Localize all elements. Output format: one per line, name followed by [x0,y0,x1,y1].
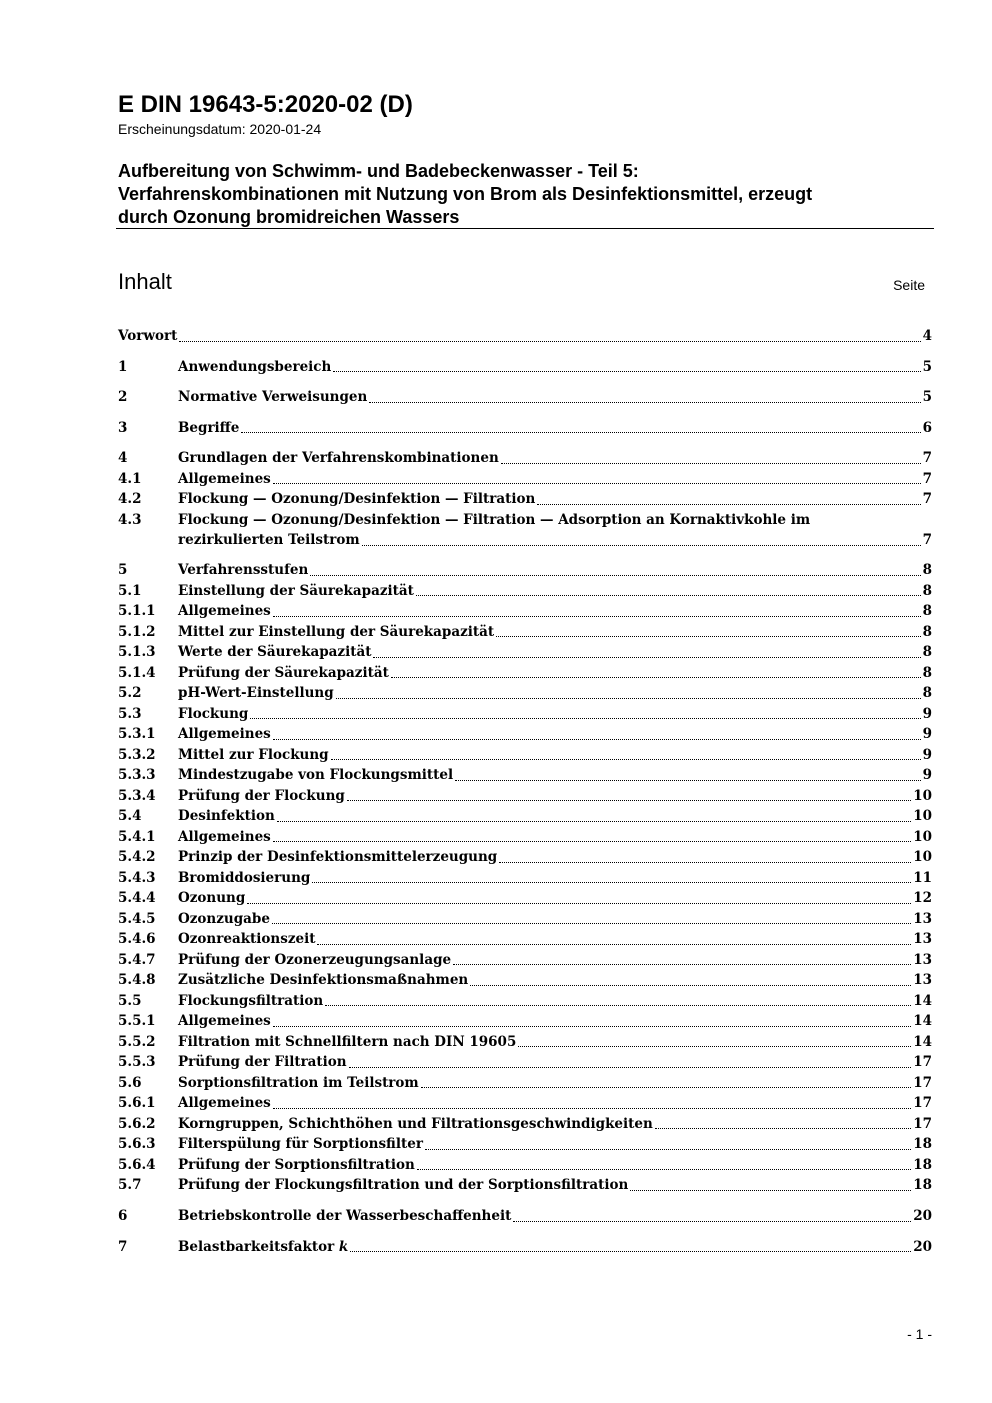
toc-entry-label [178,909,270,930]
toc-entry-page: 6 [922,419,932,436]
dot-leader [421,1086,911,1088]
toc-heading: Inhalt [118,269,172,294]
toc-entry[interactable] [118,970,932,991]
toc-entry-label-text: Prüfung der Ozonerzeugungsanlage [178,951,452,968]
toc-entry-page: 7 [922,532,932,548]
toc-entry-label [178,970,468,991]
toc-entry-page: 14 [913,1013,932,1029]
toc-entry-page: 12 [913,890,932,906]
toc-entry-number: 5.3.2 [118,746,156,763]
toc-entry[interactable] [118,683,932,704]
toc-entry-page: 8 [922,582,932,599]
toc-page-column-label: Seite [893,277,925,293]
toc-entry-number: 5.1 [118,582,142,599]
toc-entry[interactable] [118,991,932,1012]
toc-entry-label [178,357,331,378]
toc-entry-page: 9 [922,746,932,763]
toc-entry-number: 5.6.4 [118,1156,156,1173]
toc-entry-page: 8 [922,562,932,578]
toc-entry-label [178,1093,271,1114]
toc-entry-page: 10 [913,808,932,824]
dot-leader [362,544,921,546]
toc-entry-label [178,806,275,827]
dot-leader [369,401,920,403]
toc-entry-number: 5.5 [118,992,142,1009]
toc-entry-page: 13 [913,931,932,947]
toc-entry-page: 20 [913,1238,932,1255]
toc-entry[interactable] [118,868,932,889]
toc-entry-label-text: Ozonung [178,890,246,906]
toc-entry[interactable] [118,489,932,510]
dot-leader [272,922,911,924]
toc-entry-label [178,489,535,510]
toc-entry[interactable] [118,418,932,439]
toc-entry-label-text: Mindestzugabe von Flockungsmittel [178,767,454,783]
toc-entry[interactable] [118,581,932,602]
toc-entry-number: 5.4.1 [118,828,156,845]
toc-entry-number: 5.4.8 [118,972,156,988]
toc-entry[interactable] [118,950,932,971]
toc-entry-label [178,387,367,408]
toc-entry-number: 5.6.3 [118,1136,156,1152]
toc-entry-label-text: Korngruppen, Schichthöhen und Filtrationsgeschwindigkeiten [178,1115,653,1132]
dot-leader [273,1107,911,1109]
toc-entry-page: 8 [922,685,932,701]
toc-entry-number: 3 [118,419,128,436]
toc-entry-page: 8 [922,623,932,640]
title-divider [116,228,934,229]
toc-entry-label [118,326,177,347]
toc-entry-label [178,1155,415,1176]
toc-entry-number: 5.4.2 [118,849,156,865]
toc-entry[interactable] [118,357,932,378]
toc-entry-label-text: Anwendungsbereich [178,358,332,375]
toc-entry-label-text: Einstellung der Säurekapazität [178,582,414,599]
toc-entry-number: 5.4.4 [118,890,156,906]
toc-entry-label [178,1011,271,1032]
toc-entry-label-text: Prüfung der Filtration [178,1054,347,1070]
dot-leader [350,1250,911,1252]
toc-entry-label-text: Allgemeines [178,1095,271,1111]
toc-entry[interactable] [118,560,932,581]
toc-entry[interactable] [118,1114,932,1135]
toc-entry-page: 4 [922,328,932,344]
toc-entry-label [178,642,371,663]
toc-entry-label-continued: rezirkulierten Teilstrom [178,532,360,548]
toc-entry-number: 2 [118,389,128,405]
toc-entry-number: 5.4.3 [118,869,156,886]
dot-leader [331,758,921,760]
toc-entry-page: 18 [913,1136,932,1152]
dot-leader [325,1004,911,1006]
toc-entry[interactable] [118,326,932,347]
toc-entry-label-text: Werte der Säurekapazität [178,644,372,660]
toc-entry-label-text: Desinfektion [178,808,275,824]
toc-entry-label-text: Mittel zur Flockung [178,746,329,763]
toc-entry-label-text: Sorptionsfiltration im Teilstrom [178,1074,419,1091]
dot-leader [273,615,921,617]
toc-entry[interactable] [118,601,932,622]
toc-entry-label [178,1052,347,1073]
toc-entry-label-text: pH-Wert-Einstellung [178,685,334,701]
toc-entry[interactable] [118,786,932,807]
dot-leader [250,717,920,719]
dot-leader [273,738,921,740]
toc-entry-label-text: Filterspülung für Sorptionsfilter [178,1136,423,1152]
toc-entry-label [178,601,271,622]
dot-leader [273,840,911,842]
toc-entry-page: 10 [913,828,932,845]
publication-date: Erscheinungsdatum: 2020-01-24 [118,121,322,137]
toc-entry[interactable] [118,704,932,725]
toc-entry-number: 5.5.1 [118,1013,156,1029]
toc-entry[interactable] [118,1206,932,1227]
toc-entry-label [178,745,329,766]
dot-leader [277,820,911,822]
toc-entry-label [178,1134,423,1155]
toc-entry[interactable] [118,510,932,531]
toc-entry-label [178,1114,653,1135]
toc-entry[interactable] [118,1011,932,1032]
dot-leader [630,1189,911,1191]
toc-entry[interactable] [118,448,932,469]
toc-entry-page: 13 [913,951,932,968]
toc-entry-label-text: Prüfung der Säurekapazität [178,664,389,681]
toc-entry[interactable] [118,622,932,643]
toc-entry-label [178,847,497,868]
dot-leader [453,963,911,965]
toc-entry[interactable] [118,1052,932,1073]
toc-entry-label-text: Bromiddosierung [178,869,311,886]
toc-entry-number: 5.5.2 [118,1033,156,1050]
toc-entry-page: 7 [922,450,932,466]
toc-entry-page: 17 [913,1074,932,1091]
toc-entry[interactable] [118,1093,932,1114]
toc-entry-number: 4 [118,450,128,466]
toc-entry-number: 5.1.1 [118,603,156,619]
toc-entry-label [178,1032,516,1053]
toc-entry-number: 5.4.7 [118,951,156,968]
toc-entry[interactable] [118,1032,932,1053]
toc-entry-label [178,991,323,1012]
toc-entry-page: 20 [913,1208,932,1224]
title-line-3: durch Ozonung bromidreichen Wassers [118,207,460,227]
title-line-1: Aufbereitung von Schwimm- und Badebeckenwasser - Teil 5: [118,161,639,181]
dot-leader [247,902,911,904]
toc-entry[interactable] [118,387,932,408]
toc-entry[interactable] [118,642,932,663]
toc-entry-page: 17 [913,1115,932,1132]
toc-entry-number: 4.2 [118,491,142,507]
toc-entry-label-text: Belastbarkeitsfaktor [178,1238,335,1255]
dot-leader [347,799,911,801]
toc-entry-label-text: Normative Verweisungen [178,389,368,405]
toc-entry-label [178,765,453,786]
toc-entry[interactable] [118,724,932,745]
dot-leader [499,861,911,863]
dot-leader [518,1045,911,1047]
toc-entry-label [178,786,345,807]
toc-entry-page: 17 [913,1054,932,1070]
toc-entry-label-text: Prüfung der Sorptionsfiltration [178,1156,415,1173]
toc-entry-number: 1 [118,358,128,375]
toc-entry-label [178,704,248,725]
toc-entry-number: 5.3 [118,705,142,722]
toc-entry-label [178,469,271,490]
toc-entry-page: 5 [922,389,932,405]
dot-leader [496,635,920,637]
document-title [118,160,934,229]
toc-entry-number: 7 [118,1238,128,1255]
toc-entry-label [178,581,414,602]
toc-entry-label [178,868,310,889]
toc-entry-number: 5.7 [118,1177,142,1193]
dot-leader [273,1025,911,1027]
toc-entry-number: 4.3 [118,511,142,528]
toc-entry-label-text: Flockung [178,705,249,722]
toc-entry-label [178,683,334,704]
toc-entry-number: 5.3.1 [118,726,156,742]
toc-entry-number: 5 [118,562,128,578]
toc-entry-number: 5.4.6 [118,931,156,947]
toc-entry[interactable] [118,806,932,827]
dot-leader [416,594,921,596]
dot-leader [333,370,920,372]
page-number: - 1 - [907,1326,932,1342]
toc-entry-label-text: Mittel zur Einstellung der Säurekapazität [178,623,495,640]
toc-entry-label-symbol: k [338,1238,349,1255]
toc-entry-label [178,827,271,848]
toc-entry-label [178,1073,419,1094]
dot-leader [455,779,921,781]
toc-entry[interactable] [118,1134,932,1155]
dot-leader [537,503,920,505]
toc-entry-page: 13 [913,972,932,988]
toc-entry-page: 8 [922,664,932,681]
toc-entry-label [178,622,494,643]
toc-entry-label [178,929,315,950]
toc-entry-number: 5.4 [118,808,142,824]
toc-entry-label [178,1175,628,1196]
toc-entry-label [178,448,499,469]
toc-entry-label-text: Vorwort [118,328,178,344]
toc-entry[interactable] [118,827,932,848]
toc-entry-label-text: Prinzip der Desinfektionsmittelerzeugung [178,849,498,865]
dot-leader [312,881,911,883]
toc-entry-label-text: Prüfung der Flockungsfiltration und der Sorptionsfiltration [178,1177,629,1193]
toc-entry-label [178,663,389,684]
toc-entry[interactable] [118,765,932,786]
toc-entry-number: 5.6 [118,1074,142,1091]
dot-leader [241,431,920,433]
toc-entry-label-text: Grundlagen der Verfahrenskombinationen [178,450,499,466]
toc-entry[interactable] [118,469,932,490]
toc-entry-page: 9 [922,767,932,783]
toc-entry[interactable] [118,929,932,950]
toc-entry-label [178,418,239,439]
toc-entry-label-text: Zusätzliche Desinfektionsmaßnahmen [178,972,469,988]
toc-entry-page: 7 [922,491,932,507]
dot-leader [470,984,911,986]
toc-entry[interactable] [118,1155,932,1176]
dot-leader [336,697,921,699]
toc-entry-number: 5.1.4 [118,664,156,681]
toc-entry-number: 5.6.2 [118,1115,156,1132]
dot-leader [349,1066,912,1068]
toc-entry-page: 14 [913,992,932,1009]
toc-entry-label-text: Allgemeines [178,603,271,619]
toc-entry-page: 8 [922,644,932,660]
toc-entry[interactable] [118,745,932,766]
toc-entry[interactable] [118,888,932,909]
toc-entry-label [178,560,308,581]
toc-entry-label: Flockung — Ozonung/Desinfektion — Filtration — Adsorption an Kornaktivkohle im [178,511,811,528]
toc-entry-number: 6 [118,1208,128,1224]
toc-entry-label-text: Flockung — Ozonung/Desinfektion — Filtration [178,491,536,507]
toc-entry[interactable] [118,1237,932,1258]
toc-entry-number: 5.6.1 [118,1095,156,1111]
toc-entry[interactable] [118,1175,932,1196]
toc-entry-page: 14 [913,1033,932,1050]
dot-leader [417,1168,911,1170]
dot-leader [179,340,920,342]
dot-leader [425,1148,911,1150]
toc-entry-page: 5 [922,358,932,375]
dot-leader [310,574,920,576]
toc-entry-label-text: Betriebskontrolle der Wasserbeschaffenheit [178,1208,512,1224]
toc-entry-label-text: Allgemeines [178,1013,271,1029]
dot-leader [391,676,921,678]
toc-entry[interactable] [118,663,932,684]
document-header [118,90,934,138]
document-id: E DIN 19643-5:2020-02 (D) [118,91,413,118]
toc-entry-number: 5.3.4 [118,787,156,804]
title-line-2: Verfahrenskombinationen mit Nutzung von Brom als Desinfektionsmittel, erzeugt [118,184,813,204]
toc-entry-label-text: Flockungsfiltration [178,992,324,1009]
toc-entry-number: 5.1.2 [118,623,156,640]
toc-entry-label-text: Begriffe [178,419,240,436]
toc-entry-label [178,1206,511,1227]
toc-entry-label [178,950,451,971]
toc-entry-label-text: Allgemeines [178,470,271,487]
toc-entry[interactable] [118,909,932,930]
toc-entry[interactable] [118,847,932,868]
dot-leader [273,482,921,484]
toc-entry-number: 4.1 [118,470,142,487]
toc-entry-page: 9 [922,726,932,742]
toc-entry-page: 8 [922,603,932,619]
toc-entry-page: 18 [913,1156,932,1173]
toc-entry-page: 10 [913,849,932,865]
toc-entry-page: 7 [922,470,932,487]
dot-leader [655,1127,911,1129]
toc-entry-number: 5.5.3 [118,1054,156,1070]
toc-entry-label-text: Ozonreaktionszeit [178,931,316,947]
toc-entry-label-text: Allgemeines [178,828,271,845]
toc-entry-label-text: Ozonzugabe [178,910,270,927]
toc-entry-label [178,724,271,745]
toc-entry-page: 11 [913,869,932,886]
dot-leader [501,462,921,464]
toc-entry-label-text: Allgemeines [178,726,271,742]
toc-entry-page: 10 [913,787,932,804]
toc-entry-number: 5.2 [118,685,142,701]
toc-entry[interactable] [118,1073,932,1094]
toc-entry-label [178,888,245,909]
toc-entry-label-text: Prüfung der Flockung [178,787,345,804]
toc-entry-page: 17 [913,1095,932,1111]
dot-leader [373,656,920,658]
toc-entry-page: 13 [913,910,932,927]
toc-entry-page: 18 [913,1177,932,1193]
toc-entry-number: 5.1.3 [118,644,156,660]
toc-entry-number: 5.3.3 [118,767,156,783]
toc-entry-number: 5.4.5 [118,910,156,927]
toc-entry-label [178,1237,348,1258]
toc-entry-page: 9 [922,705,932,722]
dot-leader [513,1220,911,1222]
toc-entry-continuation[interactable] [118,530,932,551]
toc-entry-label-text: Filtration mit Schnellfiltern nach DIN 19605 [178,1033,517,1050]
dot-leader [317,943,911,945]
toc-entry-label-text: Verfahrensstufen [178,562,309,578]
